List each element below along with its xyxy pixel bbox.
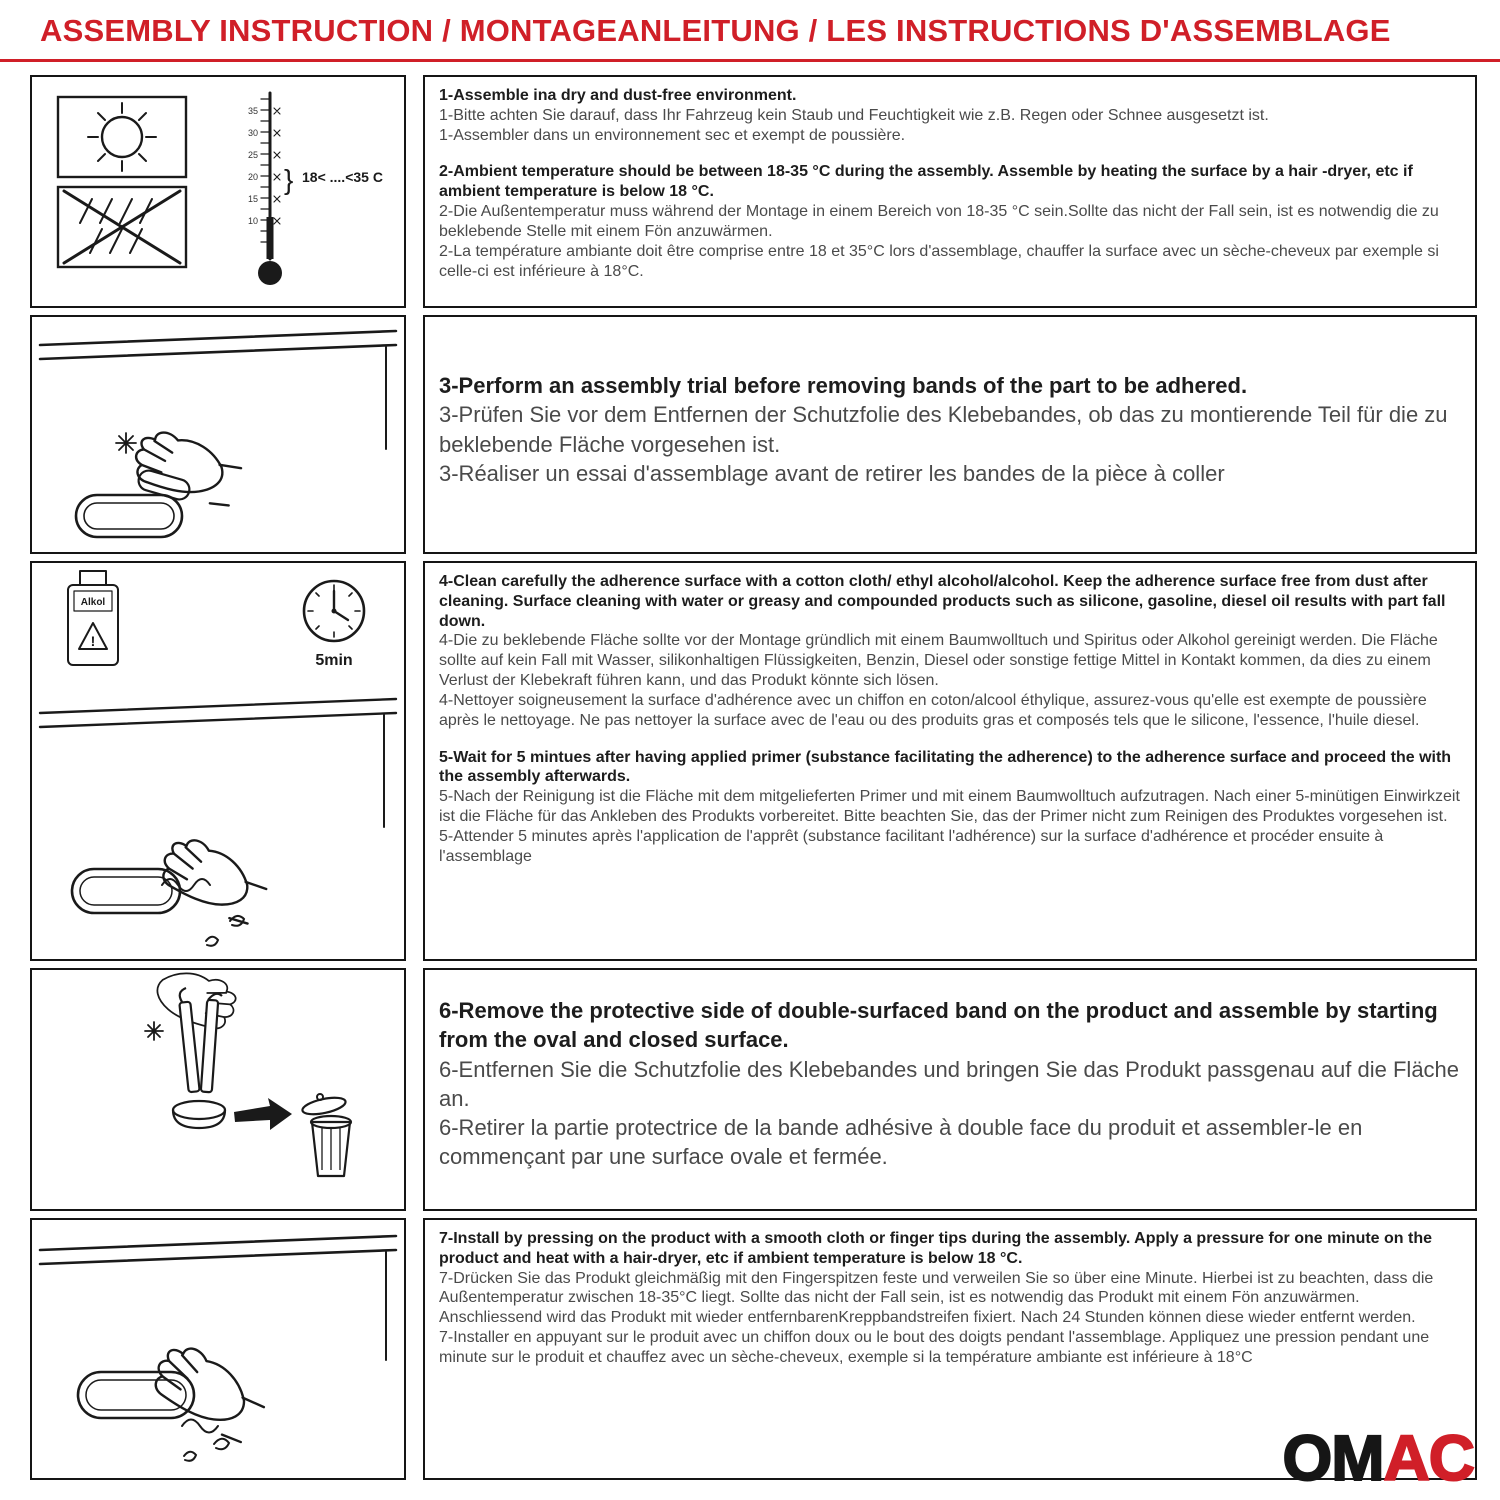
trim-part-outline xyxy=(136,468,191,502)
no-rain-icon xyxy=(58,187,186,267)
door-sill-lines xyxy=(40,331,396,449)
row-step-7 xyxy=(30,1218,1477,1480)
door-handle-outline xyxy=(78,1372,194,1418)
step1-fr: 1-Assembler dans un environnement sec et exempt de poussière. xyxy=(439,126,906,144)
row-steps-1-2 xyxy=(30,75,1477,308)
step2-fr: 2-La température ambiante doit être comprise entre 18 et 35°C lors d'assemblage, chauffer la surface avec un sèche-cheveux par exemple si celle-ci est inférieure à 18°C. xyxy=(439,242,1439,280)
hand-icon xyxy=(153,970,238,1031)
adhesive-liner-strips xyxy=(179,988,222,1092)
steps-4-5-text xyxy=(423,561,1477,961)
step4-fr: 4-Nettoyer soigneusement la surface d'adhérence avec un chiffon en coton/alcool éthylique, assurez-vous qu'elle est exempte de poussière après le nettoyage. Ne pas nettoyer la surface avec de l'eau ou des produits gras et composés tels que le silicone, l'essence, l'huile diesel. xyxy=(439,691,1427,729)
clock-icon xyxy=(304,581,364,669)
step3-fr: 3-Réaliser un essai d'assemblage avant de retirer les bandes de la pièce à coller xyxy=(439,460,1225,486)
thermo-tick: 10 xyxy=(247,216,258,226)
step6-fr: 6-Retirer la partie protectrice de la bande adhésive à double face du produit et assembler-le en commençant par une surface ovale et fermée. xyxy=(439,1115,1363,1170)
band-removal-illustration xyxy=(32,970,404,1209)
band-removal-figure xyxy=(30,968,406,1211)
step1-en: 1-Assemble ina dry and dust-free environment. xyxy=(439,87,797,104)
step2-en: 2-Ambient temperature should be between 18-35 °C during the assembly. Assemble by heating the surface by a hair -dryer, etc if ambient temperature is below 18 °C. xyxy=(439,163,1413,201)
logo-black-letters: OM xyxy=(1282,1422,1384,1494)
arrow-icon xyxy=(234,1098,292,1130)
step1-de: 1-Bitte achten Sie darauf, dass Ihr Fahrzeug kein Staub und Feuchtigkeit wie z.B. Regen oder Schnee ausgesetzt ist. xyxy=(439,106,1269,124)
environment-figure xyxy=(30,75,406,308)
thermo-tick: 35 xyxy=(247,106,258,116)
sparkle-icon xyxy=(145,1022,163,1040)
trash-can-icon xyxy=(301,1094,351,1176)
instruction-rows xyxy=(0,62,1500,1480)
assembly-trial-illustration xyxy=(32,317,404,552)
row-step-6 xyxy=(30,968,1477,1211)
alcohol-label: Alkol xyxy=(80,597,106,608)
product-part xyxy=(173,1101,225,1128)
page-title: ASSEMBLY INSTRUCTION / MONTAGEANLEITUNG / LES INSTRUCTIONS D'ASSEMBLAGE xyxy=(40,13,1391,48)
step4-de: 4-Die zu beklebende Fläche sollte vor der Montage gründlich mit einem Baumwolltuch und Spiritus oder Alkohol gereinigt werden. Die Fläche sollte auf kein Fall mit Wasser, silikonhaltigen Flüssigkeiten, Benzin, Diesel oder sonstige fettige Mittel in Kontakt kommen, da dies zu einem Verlust der Klebekraft führen kann, und das Produkt könnte sich lösen. xyxy=(439,632,1438,690)
thermometer-icon xyxy=(248,93,383,285)
row-step-3 xyxy=(30,315,1477,554)
steps-1-2-text xyxy=(423,75,1477,308)
cleaning-illustration xyxy=(32,563,404,959)
cloth-scribble xyxy=(182,1420,229,1461)
warning-mark: ! xyxy=(90,633,96,649)
pressing-illustration xyxy=(32,1220,404,1478)
temperature-range-label: 18< ....<35 C xyxy=(302,169,383,185)
step6-de: 6-Entfernen Sie die Schutzfolie des Klebebandes und bringen Sie das Produkt passgenau auf die Fläche an. xyxy=(439,1056,1460,1111)
step-6-text xyxy=(423,968,1477,1211)
step7-de: 7-Drücken Sie das Produkt gleichmäßig mit den Fingerspitzen feste und verweilen Sie so über eine Minute. Hierbei ist zu beachten, dass die Außentemperatur zwischen 18-35°C liegt. Sollte das nicht der Fall sein, ist es notwendig das Produkt mit einem Fön anzuwärmen. Anschliessend wird das Produkt mit wieder entfernbarenKreppbandstreifen fixiert. Nach 24 Stunden können diese wieder entfernt werden. xyxy=(439,1269,1434,1327)
row-steps-4-5 xyxy=(30,561,1477,961)
thermo-tick: 25 xyxy=(247,150,258,160)
door-handle-outline xyxy=(76,495,182,537)
omac-logo xyxy=(1282,1422,1474,1494)
step6-en: 6-Remove the protective side of double-surfaced band on the product and assemble by starting from the oval and closed surface. xyxy=(439,998,1438,1053)
step7-fr: 7-Installer en appuyant sur le produit avec un chiffon doux ou le bout des doigts pendant l'assemblage. Appliquez une pression pendant une minute sur le produit et chauffez avec un sèche-cheveux, exemple si la température ambiante est inférieure à 18°C xyxy=(439,1329,1430,1366)
step5-de: 5-Nach der Reinigung ist die Fläche mit dem mitgelieferten Primer und mit einem Baumwolltuch aufzutragen. Nach einer 5-minütigen Einwirkzeit ist die Fläche für das Ankleben des Produkts vorbereitet. Bitte beachten Sie, das der Primer nicht zum Reinigen des Produktes vorgesehen ist. xyxy=(439,788,1460,826)
step3-de: 3-Prüfen Sie vor dem Entfernen der Schutzfolie des Klebebandes, ob das zu montierende Teil für die zu beklebende Fläche vorgesehen ist. xyxy=(439,402,1448,457)
sun-icon xyxy=(58,97,186,177)
trial-figure xyxy=(30,315,406,554)
thermo-tick: 20 xyxy=(247,172,258,182)
thermo-brace: } xyxy=(284,164,294,195)
thermo-tick: 15 xyxy=(247,194,258,204)
door-sill-lines xyxy=(40,699,396,827)
hand-icon xyxy=(145,1335,270,1454)
step4-en: 4-Clean carefully the adherence surface with a cotton cloth/ ethyl alcohol/alcohol. Keep the adherence surface free from dust after cleaning. Surface cleaning with water or greasy and compounded products such as silicone, gasoline, diesel oil results with part fall down. xyxy=(439,573,1446,630)
sparkle-icon xyxy=(116,433,136,453)
hand-icon xyxy=(153,828,272,935)
step5-fr: 5-Attender 5 minutes après l'application de l'apprêt (substance facilitant l'adhérence) sur la surface d'adhérence et procéder ensuite à l'assemblage xyxy=(439,827,1384,865)
step-3-text xyxy=(423,315,1477,554)
alcohol-bottle-icon xyxy=(68,571,118,665)
step7-en: 7-Install by pressing on the product with a smooth cloth or finger tips during the assembly. Apply a pressure for one minute on the product and heat with a hair-dryer, etc if ambient temperature is below 18 °C. xyxy=(439,1230,1432,1267)
step5-en: 5-Wait for 5 mintues after having applied primer (substance facilitating the adherence) to the adherence surface and proceed the with the assembly afterwards. xyxy=(439,748,1452,786)
door-sill-lines xyxy=(40,1236,396,1360)
cleaning-figure xyxy=(30,561,406,961)
logo-red-letters: AC xyxy=(1383,1422,1474,1494)
step2-de: 2-Die Außentemperatur muss während der Montage in einem Bereich von 18-35 °C sein.Sollte das nicht der Fall sein, ist es notwendig die zu beklebende Stelle mit einem Fön anzuwärmen. xyxy=(439,203,1439,240)
five-min-label: 5min xyxy=(315,652,353,669)
environment-illustration xyxy=(32,77,404,306)
page-header xyxy=(0,0,1500,49)
step3-en: 3-Perform an assembly trial before removing bands of the part to be adhered. xyxy=(439,373,1248,398)
thermo-tick: 30 xyxy=(247,128,258,138)
pressing-figure xyxy=(30,1218,406,1480)
